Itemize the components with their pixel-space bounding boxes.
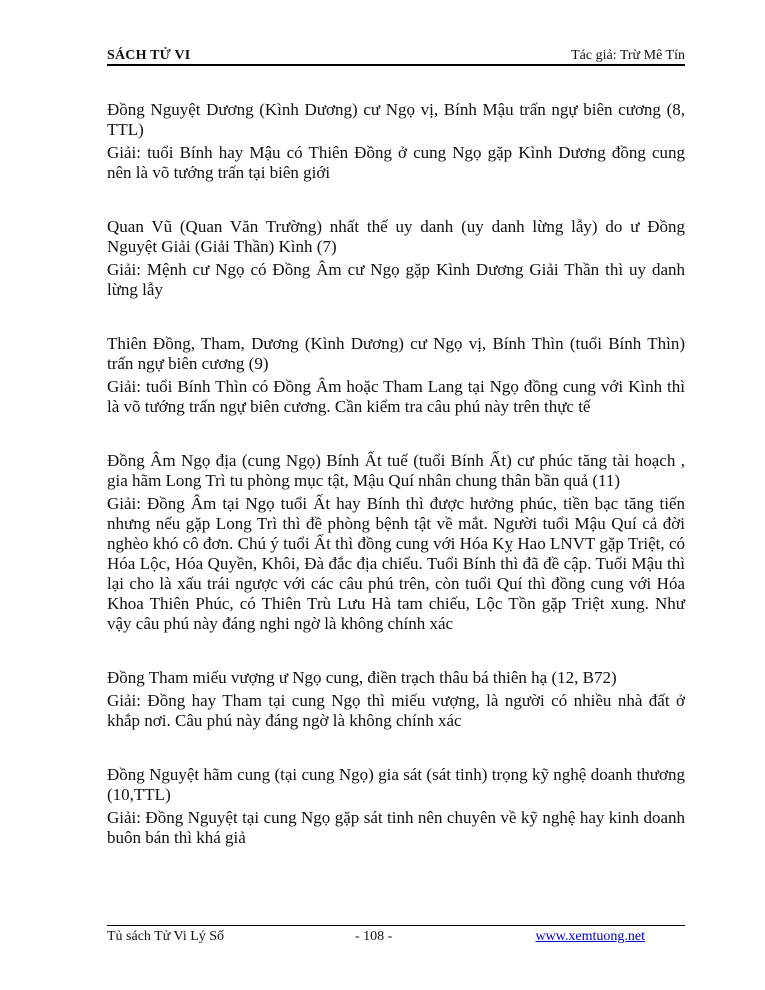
verse-entry bbox=[107, 100, 685, 183]
author-line: Tác giả: Trừ Mê Tín bbox=[571, 48, 685, 63]
header-divider bbox=[107, 64, 685, 66]
page-footer bbox=[107, 929, 685, 947]
verse-text: Đồng Nguyệt hãm cung (tại cung Ngọ) gia sát (sát tinh) trọng kỹ nghệ doanh thương (10,TTL) bbox=[107, 765, 685, 804]
page-content bbox=[107, 100, 685, 882]
verse-entry bbox=[107, 217, 685, 300]
verse-explanation: Giải: Mệnh cư Ngọ có Đồng Âm cư Ngọ gặp Kình Dương Giải Thần thì uy danh lừng lẫy bbox=[107, 260, 685, 299]
book-title: SÁCH TỬ VI bbox=[107, 48, 191, 63]
book-series: Tủ sách Tử Vi Lý Số bbox=[107, 929, 225, 944]
verse-explanation: Giải: Đồng Nguyệt tại cung Ngọ gặp sát tinh nên chuyên về kỹ nghệ hay kinh doanh buôn bán thì khá giả bbox=[107, 808, 685, 847]
verse-entry bbox=[107, 765, 685, 848]
page-header bbox=[107, 42, 685, 64]
verse-text: Đồng Nguyệt Dương (Kình Dương) cư Ngọ vị, Bính Mậu trấn ngự biên cương (8, TTL) bbox=[107, 100, 685, 139]
verse-explanation: Giải: tuổi Bính hay Mậu có Thiên Đồng ở cung Ngọ gặp Kình Dương đồng cung nên là võ tướng trấn tại biên giới bbox=[107, 143, 685, 182]
verse-explanation: Giải: tuổi Bính Thìn có Đồng Âm hoặc Tham Lang tại Ngọ đồng cung với Kình thì là võ tướng trấn ngự biên cương. Cần kiểm tra câu phú này trên thực tế bbox=[107, 377, 685, 416]
verse-entry bbox=[107, 334, 685, 417]
footer-divider bbox=[107, 925, 685, 926]
website-link[interactable]: www.xemtuong.net bbox=[535, 929, 645, 944]
verse-explanation: Giải: Đồng hay Tham tại cung Ngọ thì miếu vượng, là người có nhiều nhà đất ở khắp nơi. Câu phú này đáng ngờ là không chính xác bbox=[107, 691, 685, 730]
verse-text: Đồng Tham miếu vượng ư Ngọ cung, điền trạch thâu bá thiên hạ (12, B72) bbox=[107, 668, 617, 687]
verse-entry bbox=[107, 451, 685, 634]
verse-text: Đồng Âm Ngọ địa (cung Ngọ) Bính Ất tuế (tuổi Bính Ất) cư phúc tăng tài hoạch , gia hãm Long Trì tu phòng mục tật, Mậu Quí nhân chung thân bần quả (11) bbox=[107, 451, 685, 490]
verse-text: Quan Vũ (Quan Văn Trường) nhất thế uy danh (uy danh lừng lẫy) do ư Đồng Nguyệt Giải (Giải Thần) Kình (7) bbox=[107, 217, 685, 256]
verse-explanation: Giải: Đồng Âm tại Ngọ tuổi Ất hay Bính thì được hưởng phúc, tiền bạc tăng tiến nhưng nếu gặp Long Trì thì đề phòng bệnh tật về mắt. Người tuổi Mậu Quí cả đời nghèo khó cô đơn. Chú ý tuổi Ất thì đồng cung với Hóa Kỵ Hao LNVT gặp Triệt, có Hóa Lộc, Hóa Quyền, Khôi, Đà đắc địa chiếu. Tuổi Bính thì đã đề cập. Tuổi Mậu thì lại cho là xấu trái ngược với các câu phú trên, còn tuổi Quí thì đồng cung với Hóa Khoa Thiên Phúc, có Thiên Trù Lưu Hà tam chiếu, Lộc Tồn gặp Triệt xung. Như vậy câu phú này đáng nghi ngờ là không chính xác bbox=[107, 494, 685, 633]
page-number: - 108 - bbox=[355, 929, 393, 944]
verse-text: Thiên Đồng, Tham, Dương (Kình Dương) cư Ngọ vị, Bính Thìn (tuổi Bính Thìn) trấn ngự biên cương (9) bbox=[107, 334, 685, 373]
verse-entry bbox=[107, 668, 685, 731]
